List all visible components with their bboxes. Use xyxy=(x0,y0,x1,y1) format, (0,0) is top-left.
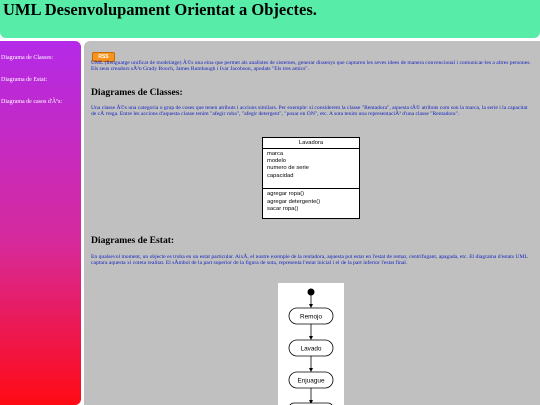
state-label-lavado: Lavado xyxy=(300,345,322,353)
class-name: Lavadora xyxy=(263,138,359,149)
sidebar-link-states[interactable]: Diagrama de Estat: xyxy=(1,77,47,83)
class-operations xyxy=(263,189,359,216)
arrow-head xyxy=(309,368,313,372)
class-attribute: modelo xyxy=(267,158,287,165)
intro-paragraph: UML (llenguatge unificat de modelatge) Ã©s una eina que permet als analistes de sistemes, generar dissenys que capturen les seves idees de manera convencional i comunicar-les a altres persones. Els seus creadors sÃ³n Grady Booch, James Rumbaugh i Ivar Jacobson, apodats "Els tres amics". xyxy=(91,60,531,73)
state-label-enjuague: Enjuague xyxy=(297,377,325,385)
rss-label: RSS xyxy=(98,54,109,60)
page-title: UML Desenvolupament Orientat a Objectes. xyxy=(3,0,317,19)
classes-paragraph: Una classe Ã©s una categoria o grup de coses que tenen atributs i accions similars. Per exemple: si considerem la classe "Rentadora", aquesta tÃ© atributs com son la marca, la serie i la capacitat de cÃ rrega. Entre les accions d'aquesta classe tenim "afegir roba", "afegir detergent", "posar en ON", etc. A sota tenim una representaciÃ³ d'una classe "Rentadora". xyxy=(91,105,528,118)
page-header xyxy=(0,0,540,38)
states-heading: Diagrames de Estat: xyxy=(91,235,175,246)
class-attribute: marca xyxy=(267,151,284,157)
class-attribute: capacidad xyxy=(267,172,294,179)
class-operation: agregar detergente() xyxy=(267,198,321,205)
class-operation: sacar ropa() xyxy=(267,206,299,213)
sidebar-nav xyxy=(0,41,81,405)
states-paragraph: En qualsevol moment, un objecte es troba en un estat particular. AixÃ, el nostre exemple de la rentadora, aquesta pot estar en l'estat de remar, centrifugant, apagada, etc. El diagrama d'estats UML captura aquesta xi coteta realitat. El sÃmbol de la part superior de la figura de sota, representa l'estat inicial i el de la part inferior l'estat final. xyxy=(91,254,528,267)
main-content xyxy=(84,41,540,405)
state-label-remojo: Remojo xyxy=(299,313,323,321)
state-diagram-svg xyxy=(278,283,344,405)
class-operation: agregar ropa() xyxy=(267,191,305,197)
arrow-head xyxy=(309,336,313,340)
class-attributes xyxy=(263,149,359,189)
sidebar-link-classes[interactable]: Diagrama de Classes: xyxy=(1,55,53,61)
sidebar-link-use-cases[interactable]: Diagrama de casos d'Ãºs: xyxy=(1,99,63,105)
classes-heading: Diagrames de Classes: xyxy=(91,87,183,98)
class-diagram-lavadora xyxy=(262,137,360,219)
arrow-head xyxy=(309,304,313,308)
class-attribute: numero de serie xyxy=(267,165,309,172)
initial-state-dot xyxy=(308,289,315,296)
state-diagram xyxy=(278,283,344,405)
